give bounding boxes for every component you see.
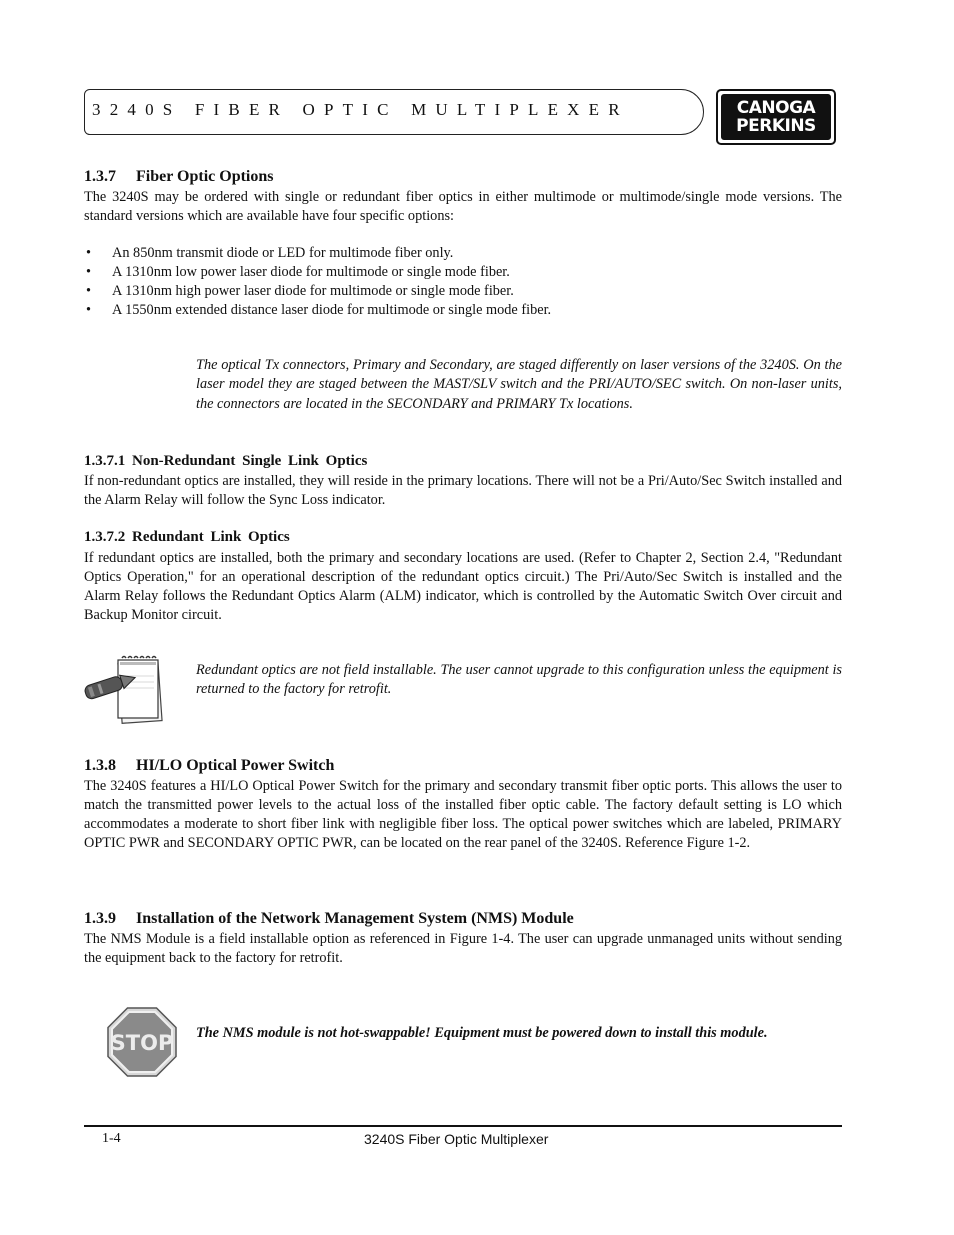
footer-title: 3240S Fiber Optic Multiplexer: [364, 1131, 549, 1147]
list-item: • An 850nm transmit diode or LED for multimode fiber only.: [84, 244, 842, 263]
section-body-1-3-8: The 3240S features a HI/LO Optical Power Switch for the primary and secondary transmit fiber optic ports. This allows the user to match the transmitted power levels to the actual loss of the installed fiber optic cable. The factory default setting is LO which accommodates a moderate to short fiber link with negligible fiber loss. The optical power switches which are labeled, PRIMARY OPTIC PWR and SECONDARY OPTIC PWR, can be located on the rear panel of the 3240S. Reference Figure 1-2.: [84, 778, 842, 851]
section-body-1-3-7: The 3240S may be ordered with single or redundant fiber optics in either multimode or multimode/single mode versions. The standard versions which are available have four specific options:: [84, 189, 842, 224]
section-body-1-3-7-1: If non-redundant optics are installed, they will reside in the primary locations. There will not be a Pri/Auto/Sec Switch installed and the Alarm Relay will follow the Sync Loss indicator.: [84, 473, 842, 508]
running-header-title: 3240S FIBER OPTIC MULTIPLEXER: [92, 100, 629, 119]
canoga-perkins-logo: [716, 89, 836, 145]
logo-line-2: PERKINS: [736, 116, 816, 136]
stop-sign-label: STOP: [110, 1031, 174, 1055]
warning-nms-hot-swap: The NMS module is not hot-swappable! Equipment must be powered down to install this module.: [196, 1025, 768, 1041]
footer-divider: [84, 1125, 842, 1127]
section-heading-1-3-7-1: 1.3.7.1 Non-Redundant Single Link Optics: [84, 453, 368, 469]
notepad-pen-icon: [82, 654, 164, 724]
section-body-1-3-9: The NMS Module is a field installable option as referenced in Figure 1-4. The user can upgrade unmanaged units without sending the equipment back to the factory for retrofit.: [84, 931, 842, 966]
section-heading-1-3-9: 1.3.9 Installation of the Network Management System (NMS) Module: [84, 910, 574, 927]
section-heading-1-3-8: 1.3.8 HI/LO Optical Power Switch: [84, 757, 335, 774]
logo-line-1: CANOGA: [736, 98, 816, 118]
stop-sign-icon: [107, 1007, 177, 1077]
list-item: • A 1310nm low power laser diode for multimode or single mode fiber.: [84, 263, 842, 282]
list-item: • A 1550nm extended distance laser diode for multimode or single mode fiber.: [84, 301, 842, 320]
section-body-1-3-7-2: If redundant optics are installed, both the primary and secondary locations are used. (Refer to Chapter 2, Section 2.4, "Redundant Optics Operation," for an operational description of the redundant optics circuit.) The Pri/Auto/Sec Switch is installed and the Alarm Relay follows the Redundant Optics Alarm (ALM) indicator, which is controlled by the Automatic Switch Over circuit and Backup Monitor circuit.: [84, 550, 842, 623]
section-heading-1-3-7-2: 1.3.7.2 Redundant Link Optics: [84, 529, 290, 545]
note-redundant-optics: Redundant optics are not field installable. The user cannot upgrade to this configuration unless the equipment is returned to the factory for retrofit.: [196, 662, 842, 698]
list-item: • A 1310nm high power laser diode for multimode or single mode fiber.: [84, 282, 842, 301]
note-optical-connectors: The optical Tx connectors, Primary and Secondary, are staged differently on laser versions of the 3240S. On the laser model they are staged between the MAST/SLV switch and the PRI/AUTO/SEC switch. On non-laser units, the connectors are located in the SECONDARY and PRIMARY Tx locations.: [196, 357, 842, 412]
section-heading-1-3-7: 1.3.7 Fiber Optic Options: [84, 168, 274, 185]
page-number: 1-4: [102, 1131, 121, 1146]
fiber-option-list: [84, 244, 842, 320]
